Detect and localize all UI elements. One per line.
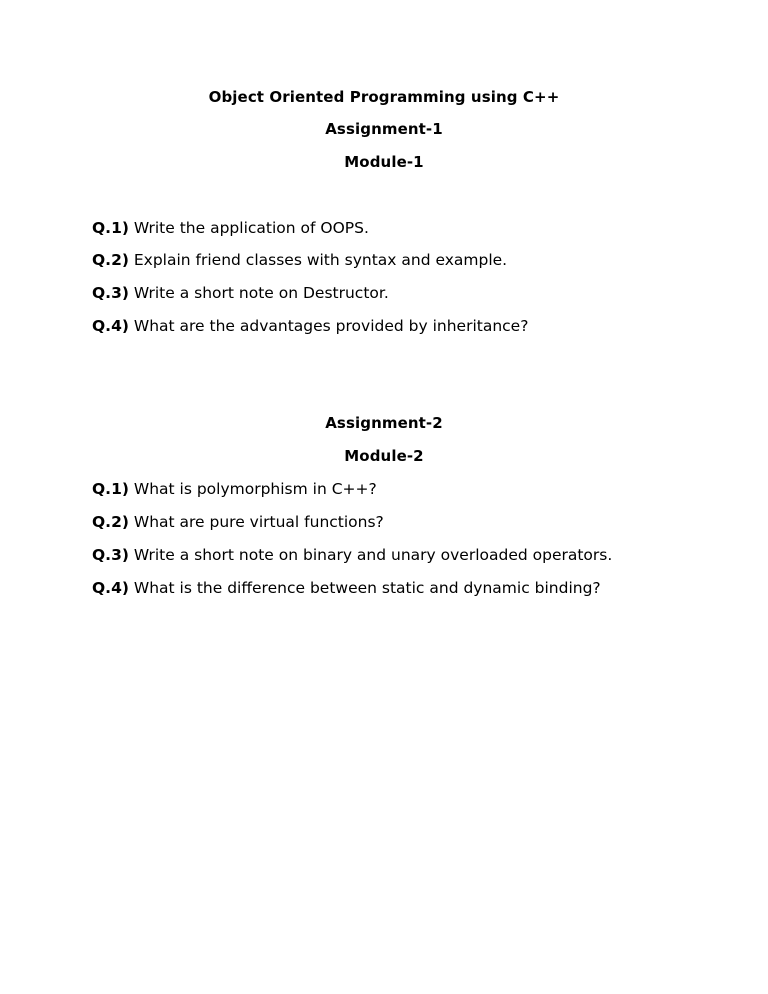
question-number: Q.1) [92, 480, 129, 498]
question-item [92, 512, 384, 532]
question-number: Q.3) [92, 284, 129, 302]
question-item [92, 250, 507, 270]
question-text: What is polymorphism in C++? [133, 480, 377, 498]
question-number: Q.1) [92, 219, 129, 237]
question-number: Q.4) [92, 317, 129, 335]
question-text: Write a short note on Destructor. [133, 284, 389, 302]
module-1-heading: Module-1 [344, 153, 424, 171]
question-item [92, 545, 612, 565]
question-number: Q.4) [92, 579, 129, 597]
assignment-2-heading: Assignment-2 [325, 414, 443, 432]
question-item [92, 283, 389, 303]
question-item [92, 479, 377, 499]
module-2-heading: Module-2 [344, 447, 424, 465]
question-number: Q.2) [92, 513, 129, 531]
question-item [92, 578, 601, 598]
question-number: Q.3) [92, 546, 129, 564]
question-text: Write the application of OOPS. [133, 219, 369, 237]
question-text: What are the advantages provided by inheritance? [133, 317, 529, 335]
assignment-1-heading: Assignment-1 [325, 120, 443, 138]
question-text: Explain friend classes with syntax and example. [133, 251, 508, 269]
question-item [92, 316, 528, 336]
question-text: What is the difference between static and dynamic binding? [133, 579, 601, 597]
question-text: What are pure virtual functions? [133, 513, 384, 531]
question-item [92, 218, 369, 238]
question-number: Q.2) [92, 251, 129, 269]
document-title: Object Oriented Programming using C++ [208, 88, 560, 106]
question-text: Write a short note on binary and unary overloaded operators. [133, 546, 613, 564]
